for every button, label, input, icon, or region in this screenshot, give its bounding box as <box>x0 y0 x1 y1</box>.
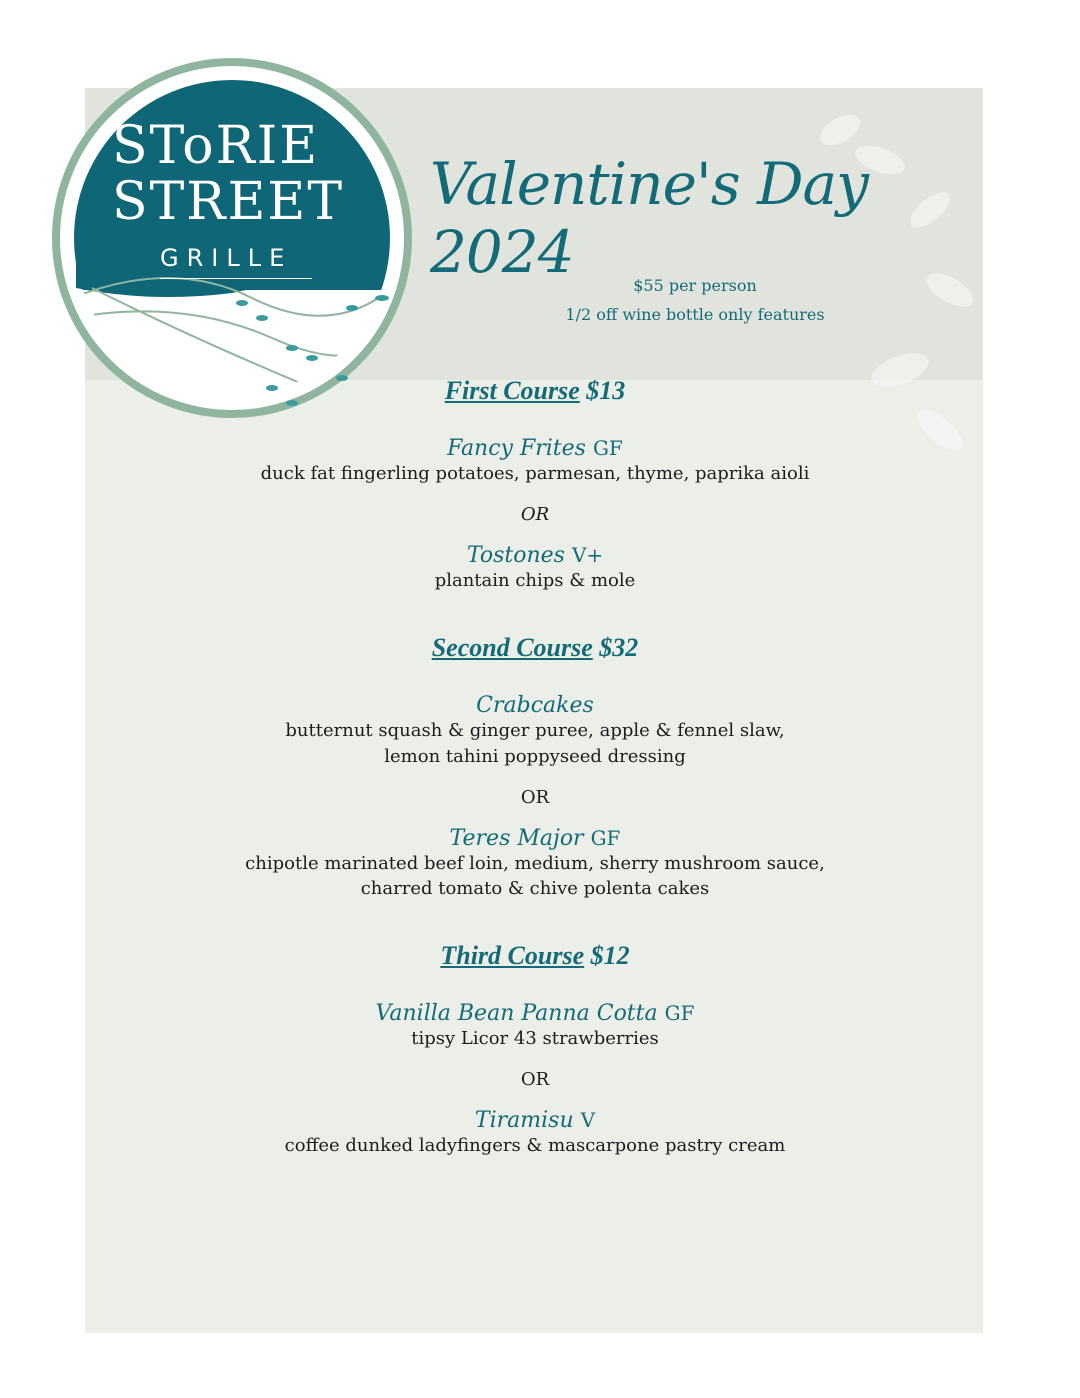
dish-description: coffee dunked ladyfingers & mascarpone pastry cream <box>284 1135 786 1157</box>
course-heading: Third Course $12 <box>440 941 630 971</box>
logo-line-1: SToRIE <box>112 116 320 176</box>
course-second <box>85 633 985 901</box>
wine-note: 1/2 off wine bottle only features <box>565 305 825 324</box>
or-separator: OR <box>520 786 550 808</box>
dish-name: Fancy Frites GF <box>447 436 623 461</box>
dish-tag: V+ <box>571 543 604 568</box>
storie-street-grille-logo <box>52 58 412 418</box>
dish-description: lemon tahini poppyseed dressing <box>384 745 686 767</box>
dish-tag: V <box>580 1108 596 1133</box>
dish-name: Teres Major GF <box>449 825 621 851</box>
logo-rule <box>160 278 312 279</box>
dish-description: duck fat fingerling potatoes, parmesan, thyme, paprika aioli <box>260 463 810 484</box>
dish-description: tipsy Licor 43 strawberries <box>411 1028 659 1050</box>
or-separator: OR <box>520 504 550 526</box>
dish-name: Tiramisu V <box>474 1108 596 1134</box>
dish-name: Vanilla Bean Panna Cotta GF <box>375 1001 695 1027</box>
dish-name: Crabcakes <box>476 693 594 719</box>
menu-content <box>85 376 985 1159</box>
dish-tag: GF <box>590 825 621 850</box>
course-third <box>85 941 985 1158</box>
dish-tag: GF <box>664 1001 695 1026</box>
dish-description: chipotle marinated beef loin, medium, sherry mushroom sauce, <box>245 852 825 874</box>
page-title: Valentine's Day 2024 <box>430 150 868 286</box>
dish-name: Tostones V+ <box>466 543 604 569</box>
dish-description: butternut squash & ginger puree, apple & fennel slaw, <box>285 720 785 742</box>
or-separator: OR <box>520 1069 550 1091</box>
logo-line-3: GRILLE <box>160 244 293 272</box>
dish-tag: GF <box>592 436 623 460</box>
logo-line-2: STREET <box>112 172 345 232</box>
course-first <box>85 376 985 593</box>
dish-description: plantain chips & mole <box>434 570 636 592</box>
course-heading: First Course $13 <box>444 376 626 405</box>
dish-description: charred tomato & chive polenta cakes <box>360 877 710 899</box>
price-per-person: $55 per person <box>633 276 757 295</box>
course-heading: Second Course $32 <box>431 633 639 663</box>
